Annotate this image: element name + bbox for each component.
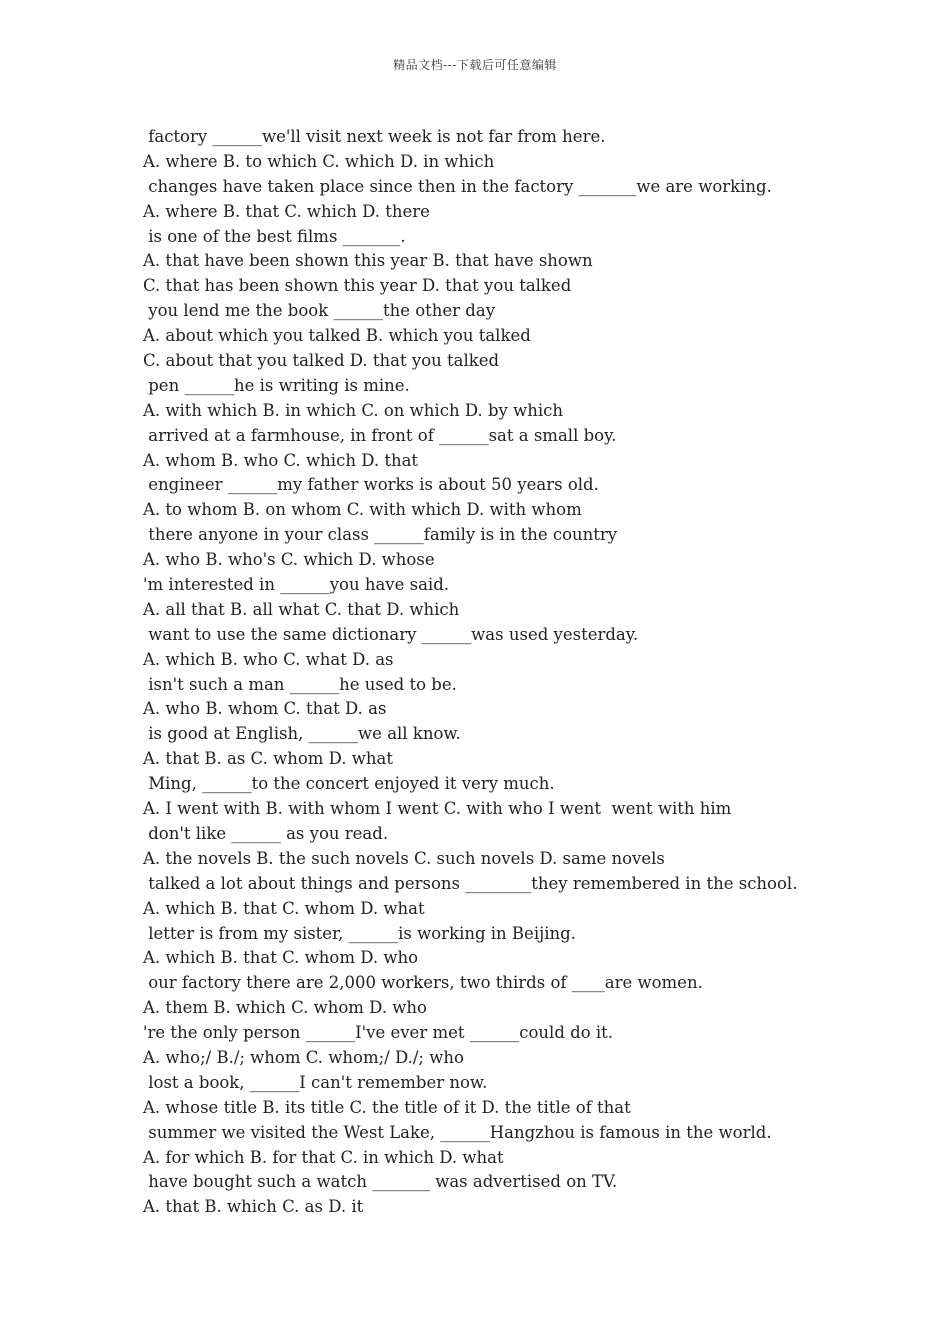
text-line: A. which B. who C. what D. as (143, 649, 394, 669)
text-line: A. which B. that C. whom D. who (143, 948, 419, 968)
text-line: A. whom B. who C. which D. that (143, 450, 419, 470)
text-line: A. the novels B. the such novels C. such novels D. same novels (143, 848, 665, 868)
text-line: A. about which you talked B. which you talked (143, 326, 531, 346)
text-line: factory ______we'll visit next week is not far from here. (143, 127, 606, 146)
text-line: C. that has been shown this year D. that you talked (143, 276, 572, 296)
text-line: A. which B. that C. whom D. what (143, 898, 425, 918)
text-line: A. who B. who's C. which D. whose (143, 550, 435, 570)
text-line: have bought such a watch _______ was advertised on TV. (143, 1172, 618, 1192)
text-line: A. where B. to which C. which D. in which (143, 151, 495, 171)
text-line: don't like ______ as you read. (143, 823, 389, 843)
text-line: changes have taken place since then in the factory _______we are working. (143, 176, 772, 196)
text-line: A. whose title B. its title C. the title of it D. the title of that (143, 1097, 631, 1117)
text-line: talked a lot about things and persons ________they remembered in the school. (143, 873, 798, 893)
text-line: A. I went with B. with whom I went C. with who I went went with him (143, 799, 732, 819)
text-line: Ming, ______to the concert enjoyed it very much. (143, 774, 555, 794)
text-line: A. who B. whom C. that D. as (143, 699, 387, 719)
page-header: 精品文档---下载后可任意编辑 (393, 58, 557, 72)
text-line: arrived at a farmhouse, in front of ______sat a small boy. (143, 425, 617, 445)
text-line: A. that B. as C. whom D. what (143, 749, 393, 769)
text-line: is good at English, ______we all know. (143, 724, 461, 744)
text-line: summer we visited the West Lake, ______Hangzhou is famous in the world. (143, 1122, 772, 1142)
text-line: A. where B. that C. which D. there (143, 201, 430, 221)
text-line: is one of the best films _______. (143, 226, 406, 246)
text-line: C. about that you talked D. that you talked (143, 351, 500, 371)
text-line: want to use the same dictionary ______was used yesterday. (143, 624, 639, 644)
text-line: A. that B. which C. as D. it (143, 1197, 364, 1217)
text-line: A. for which B. for that C. in which D. what (143, 1147, 504, 1167)
document-body (143, 125, 843, 1220)
text-line: lost a book, ______I can't remember now. (143, 1072, 488, 1092)
text-line: pen ______he is writing is mine. (143, 375, 410, 395)
text-line: letter is from my sister, ______is working in Beijing. (143, 923, 576, 943)
text-line: 'm interested in ______you have said. (143, 575, 450, 595)
text-line: A. all that B. all what C. that D. which (143, 599, 460, 619)
text-line: 're the only person ______I've ever met ______could do it. (143, 1023, 614, 1043)
text-line: engineer ______my father works is about 50 years old. (143, 475, 599, 495)
text-line: isn't such a man ______he used to be. (143, 674, 457, 694)
text-line: A. who;/ B./; whom C. whom;/ D./; who (143, 1047, 464, 1067)
text-line: A. that have been shown this year B. that have shown (143, 251, 593, 271)
text-line: there anyone in your class ______family is in the country (143, 525, 618, 545)
text-line: our factory there are 2,000 workers, two thirds of ____are women. (143, 973, 703, 993)
text-line: you lend me the book ______the other day (143, 301, 496, 321)
text-line: A. to whom B. on whom C. with which D. with whom (143, 500, 582, 520)
text-line: A. with which B. in which C. on which D. by which (143, 400, 563, 420)
text-line: A. them B. which C. whom D. who (143, 998, 427, 1018)
